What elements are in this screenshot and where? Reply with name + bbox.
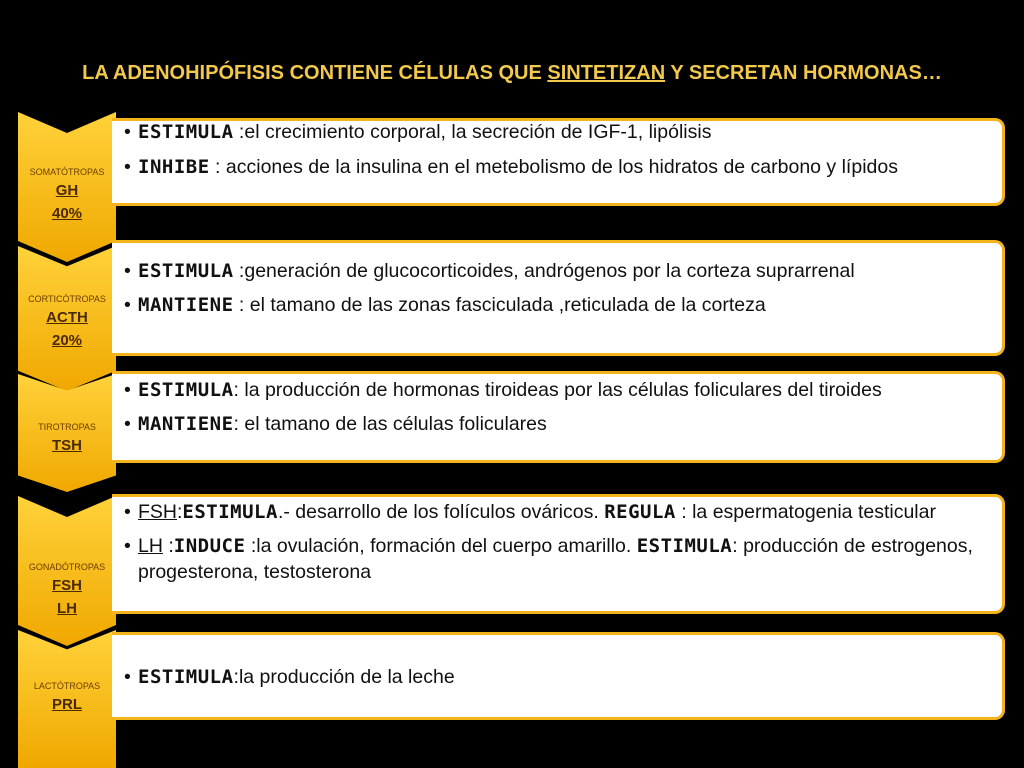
bullet-tsh-1: • ESTIMULA: la producción de hormonas tiroideas por las células foliculares del tiroides — [120, 377, 988, 403]
label-acth: CORTICÓTROPAS ACTH 20% — [28, 294, 106, 349]
bullet-prl: • ESTIMULA:la producción de la leche — [120, 664, 988, 691]
bullet-fsh: • FSH:ESTIMULA.- desarrollo de los folículos ováricos. REGULA : la espermatogenia testicular — [120, 499, 988, 525]
box-tsh — [112, 371, 1005, 463]
label-prl: LACTÓTROPAS PRL — [33, 681, 101, 713]
box-gonado — [112, 494, 1005, 614]
box-acth — [112, 240, 1005, 356]
bullet-gh-1: • ESTIMULA :el crecimiento corporal, la secreción de IGF-1, lipólisis — [120, 119, 988, 146]
bullet-acth-2: • MANTIENE : el tamano de las zonas fasciculada ,reticulada de la corteza — [120, 292, 988, 319]
label-gh: SOMATÓTROPAS GH 40% — [29, 167, 105, 222]
bullet-tsh-2: • MANTIENE: el tamano de las células foliculares — [120, 411, 988, 438]
box-gh — [112, 118, 1005, 206]
slide-title: LA ADENOHIPÓFISIS CONTIENE CÉLULAS QUE SINTETIZAN Y SECRETAN HORMONAS… — [82, 62, 942, 84]
bullet-acth-1: • ESTIMULA :generación de glucocorticoides, andrógenos por la corteza suprarrenal — [120, 258, 988, 284]
label-gonado: GONADÓTROPAS FSH LH — [28, 562, 106, 617]
bullet-lh: • LH :INDUCE :la ovulación, formación del cuerpo amarillo. ESTIMULA: producción de estrogenos, progesterona, testosterona — [120, 533, 988, 585]
label-tsh: TIROTROPAS TSH — [38, 422, 96, 454]
box-prl — [112, 632, 1005, 720]
bullet-gh-2: • INHIBE : acciones de la insulina en el metebolismo de los hidratos de carbono y lípidos — [120, 154, 988, 181]
